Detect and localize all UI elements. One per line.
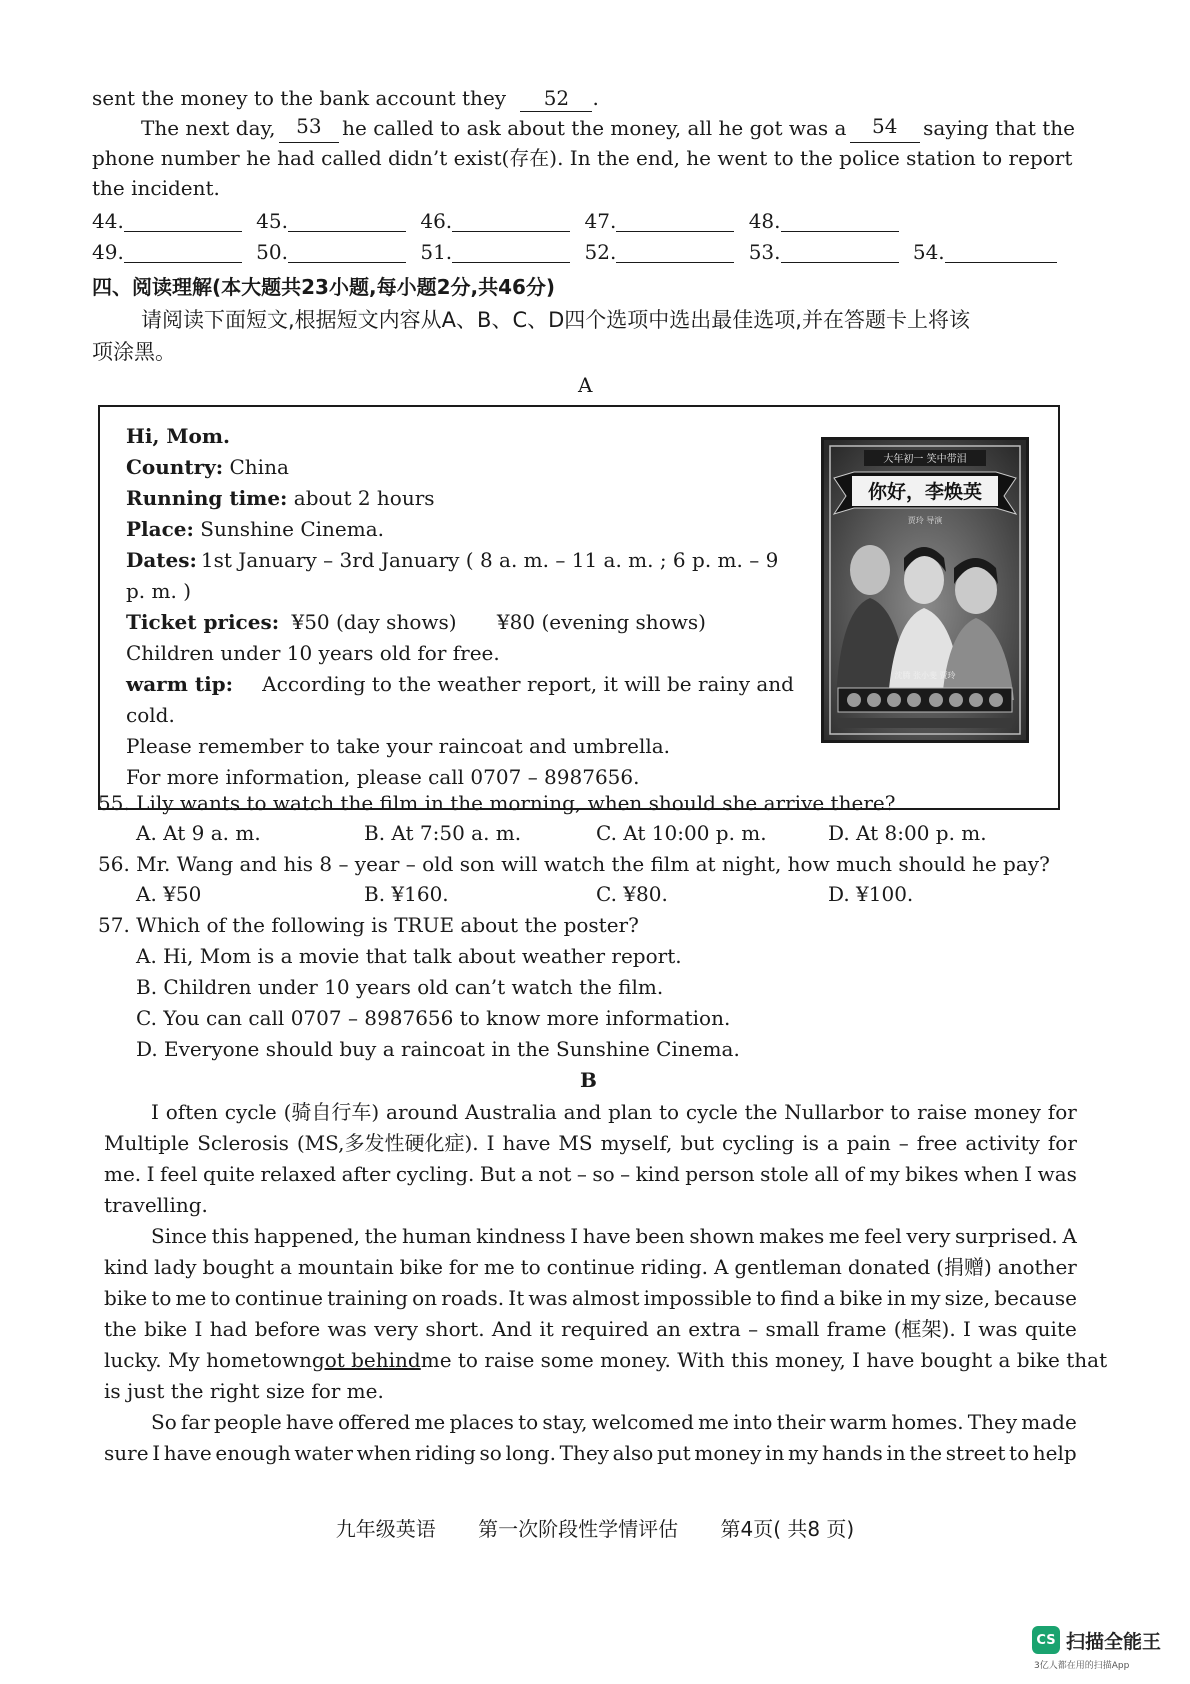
footer-page-number: 第4页( 共8 页): [720, 1517, 855, 1541]
country-row: [126, 452, 289, 482]
warm-tip-cont: cold.: [126, 703, 175, 727]
remember-note: Please remember to take your raincoat and umbrella.: [126, 734, 671, 758]
section-instruction: 项涂黑。: [92, 340, 176, 364]
question-56-stem: 56. Mr. Wang and his 8 – year – old son will watch the film at night, how much should he pay?: [98, 852, 1050, 876]
answer-number: 47.: [584, 209, 617, 233]
passage-b-line: the bike I had before was very short. And it required an extra – small frame (框架). I was quite: [104, 1317, 1077, 1341]
passage-b-line: travelling.: [104, 1193, 208, 1217]
answer-number: 44.: [92, 209, 124, 233]
passage-b-line: Multiple Sclerosis (MS,多发性硬化症). I have MS myself, but cycling is a pain – free activity for: [104, 1131, 1077, 1155]
question-55-stem: 55. Lily wants to watch the film in the morning, when should she arrive there?: [98, 791, 896, 815]
watermark-tagline: 3亿人都在用的扫描App: [1034, 1661, 1130, 1671]
blank-53: 53: [279, 113, 339, 143]
option-a[interactable]: A. Hi, Mom is a movie that talk about weather report.: [136, 944, 682, 968]
passage-b-line: is just the right size for me.: [104, 1379, 384, 1403]
field-value: According to the weather report, it will be rainy and: [262, 672, 794, 696]
watermark-brand: 扫描全能王: [1066, 1630, 1162, 1653]
section-instruction: 请阅读下面短文,根据短文内容从A、B、C、D四个选项中选出最佳选项,并在答题卡上将该: [141, 308, 970, 332]
poster-illustration: [824, 440, 1026, 740]
blank-54: 54: [850, 113, 920, 143]
answer-blank[interactable]: [124, 209, 242, 232]
field-label: warm tip:: [126, 672, 234, 696]
question-55-options: [136, 818, 987, 848]
passage-b-line: [104, 1345, 1108, 1375]
field-label: Running time:: [126, 486, 288, 510]
passage-letter-b: B: [580, 1068, 597, 1092]
page-footer: [0, 1513, 1190, 1542]
option-c[interactable]: C. You can call 0707 – 8987656 to know more information.: [136, 1006, 731, 1030]
ticket-evening-price: ¥80 (evening shows): [496, 610, 706, 634]
place-row: [126, 514, 384, 544]
passage-b-line: me. I feel quite relaxed after cycling. But a not – so – kind person stole all of my bikes when I was: [104, 1162, 1077, 1186]
question-56-options: [136, 879, 913, 909]
passage-b-line: kind lady bought a mountain bike for me to continue riding. A gentleman donated (捐赠) another: [104, 1255, 1077, 1279]
answer-row-2: [92, 237, 1057, 267]
passage-b-line: Since this happened, the human kindness I have been shown makes me feel very surprised. A: [151, 1224, 1077, 1248]
answer-blank[interactable]: [124, 240, 242, 263]
option-d[interactable]: D. At 8:00 p. m.: [828, 821, 987, 845]
question-57-stem: 57. Which of the following is TRUE about the poster?: [98, 913, 639, 937]
answer-blank[interactable]: [945, 240, 1057, 263]
movie-poster-image: [821, 437, 1029, 743]
field-value: Sunshine Cinema.: [200, 517, 384, 541]
option-c[interactable]: C. At 10:00 p. m.: [596, 821, 767, 845]
answer-number: 53.: [748, 240, 781, 264]
poster-cast: 沈腾 张小斐 贾玲: [894, 671, 956, 680]
answer-number: 54.: [912, 240, 945, 264]
option-a[interactable]: A. At 9 a. m.: [136, 821, 261, 845]
field-value: about 2 hours: [293, 486, 435, 510]
poster-director: 贾玲 导演: [907, 516, 943, 525]
answer-number: 49.: [92, 240, 124, 264]
cloze-text: The next day,: [141, 116, 276, 140]
cloze-line-3: phone number he had called didn’t exist(存在). In the end, he went to the police station to report: [92, 146, 1073, 170]
answer-blank[interactable]: [616, 209, 734, 232]
field-label: Country:: [126, 455, 224, 479]
passage-text: lucky. My hometown: [104, 1348, 312, 1372]
cloze-text: saying that the: [923, 116, 1075, 140]
cs-logo-icon: CS: [1032, 1626, 1060, 1654]
passage-text: me to raise some money. With this money, I have bought a bike that: [420, 1348, 1108, 1372]
field-label: Dates:: [126, 548, 197, 572]
answer-blank[interactable]: [288, 240, 406, 263]
cloze-line-2: [141, 113, 1075, 143]
answer-blank[interactable]: [616, 240, 734, 263]
answer-row-1: [92, 206, 899, 236]
blank-52: 52: [520, 85, 592, 112]
answer-blank[interactable]: [781, 209, 899, 232]
cloze-text: sent the money to the bank account they: [92, 86, 507, 110]
answer-number: 51.: [420, 240, 453, 264]
option-d[interactable]: D. ¥100.: [828, 882, 914, 906]
more-info: For more information, please call 0707 – 8987656.: [126, 765, 640, 789]
ticket-day-price: ¥50 (day shows): [291, 610, 457, 634]
answer-number: 52.: [584, 240, 617, 264]
answer-number: 50.: [256, 240, 288, 264]
answer-number: 48.: [748, 209, 781, 233]
answer-blank[interactable]: [452, 240, 570, 263]
poster-title: 你好，李焕英: [867, 481, 983, 503]
answer-number: 46.: [420, 209, 453, 233]
answer-number: 45.: [256, 209, 288, 233]
answer-blank[interactable]: [781, 240, 899, 263]
passage-b-line: I often cycle (骑自行车) around Australia and plan to cycle the Nullarbor to raise money for: [151, 1100, 1077, 1124]
passage-letter-a: A: [578, 373, 593, 397]
field-value: China: [229, 455, 289, 479]
option-c[interactable]: C. ¥80.: [596, 882, 668, 906]
option-b[interactable]: B. ¥160.: [364, 882, 449, 906]
field-label: Ticket prices:: [126, 610, 280, 634]
option-a[interactable]: A. ¥50: [136, 882, 202, 906]
passage-b-line: sure I have enough water when riding so long. They also put money in my hands in the street to help: [104, 1441, 1077, 1465]
scanner-watermark: [1032, 1626, 1161, 1671]
film-title: Hi, Mom.: [126, 424, 231, 448]
passage-b-line: bike to me to continue training on roads. It was almost impossible to find a bike in my size, because: [104, 1286, 1077, 1310]
warm-tip-row: [126, 669, 794, 699]
dates-row: [126, 545, 794, 575]
running-time-row: [126, 483, 435, 513]
answer-blank[interactable]: [452, 209, 570, 232]
field-value: 1st January – 3rd January ( 8 a. m. – 11 a. m. ; 6 p. m. – 9: [200, 548, 779, 572]
children-note: Children under 10 years old for free.: [126, 641, 500, 665]
option-b[interactable]: B. At 7:50 a. m.: [364, 821, 522, 845]
option-b[interactable]: B. Children under 10 years old can’t watch the film.: [136, 975, 664, 999]
cloze-text: .: [592, 86, 599, 110]
field-label: Place:: [126, 517, 194, 541]
footer-exam: 第一次阶段性学情评估: [478, 1517, 679, 1541]
cloze-line-4: the incident.: [92, 176, 220, 200]
option-d[interactable]: D. Everyone should buy a raincoat in the Sunshine Cinema.: [136, 1037, 740, 1061]
ticket-prices-row: [126, 607, 706, 637]
footer-subject: 九年级英语: [335, 1517, 436, 1541]
underlined-phrase: got behind: [311, 1348, 421, 1372]
answer-blank[interactable]: [288, 209, 406, 232]
cloze-line-1: [92, 83, 599, 113]
dates-row-cont: p. m. ): [126, 579, 191, 603]
poster-banner-text: 大年初一 笑中带泪: [883, 454, 967, 465]
cloze-text: he called to ask about the money, all he got was a: [342, 116, 847, 140]
passage-b-line: So far people have offered me places to stay, welcomed me into their warm homes. They made: [151, 1410, 1077, 1434]
section-heading: 四、阅读理解(本大题共23小题,每小题2分,共46分): [92, 275, 556, 299]
